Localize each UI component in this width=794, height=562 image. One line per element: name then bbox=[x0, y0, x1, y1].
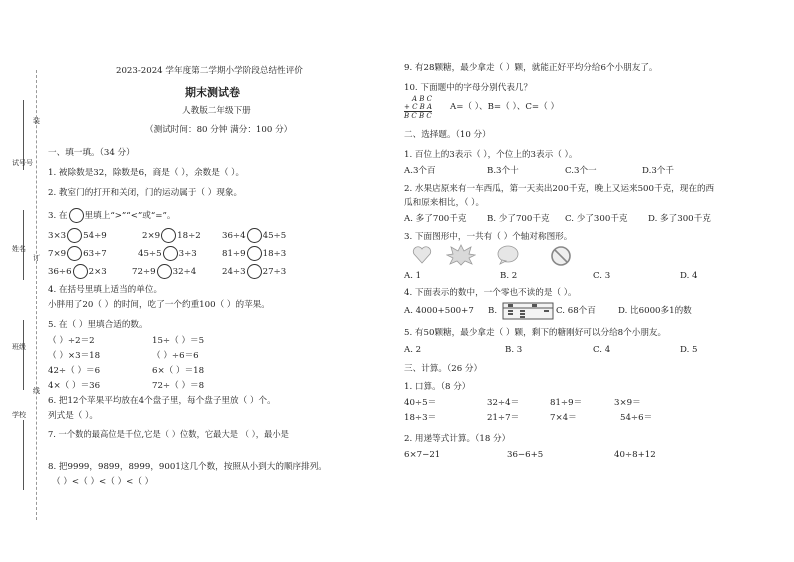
fill-item: 72÷（ ）＝8 bbox=[152, 381, 205, 391]
question-6: 6. 把12个苹果平均放在4个盘子里，每个盘子里放（ ）个。 bbox=[48, 396, 276, 406]
choice-3: 3. 下面图形中，一共有（ ）个轴对称图形。 bbox=[404, 232, 573, 242]
q3-suffix: 里填上“>”“<”或“=”。 bbox=[84, 211, 176, 221]
option: C.3个一 bbox=[565, 166, 597, 176]
calc-item: 40÷8+12 bbox=[614, 450, 656, 460]
question-9: 9. 有28颗糖，最少拿走（ ）颗，就能正好平均分给6个小朋友了。 bbox=[404, 63, 658, 73]
question-5: 5. 在（ ）里填合适的数。 bbox=[48, 320, 148, 330]
compare-circle[interactable] bbox=[69, 208, 84, 223]
compare-circle[interactable] bbox=[67, 246, 82, 261]
cut-mark: 订 bbox=[33, 254, 40, 262]
section-title: 一、填一填。（34 分） bbox=[48, 148, 135, 158]
expr: 72÷9 bbox=[132, 267, 156, 277]
option: C. 少了300千克 bbox=[565, 214, 628, 224]
option: D. 5 bbox=[680, 345, 698, 355]
speech-bubble-shape-icon bbox=[497, 245, 519, 265]
fill-item: （ ）÷2＝2 bbox=[48, 336, 95, 346]
expr: 2×9 bbox=[142, 231, 161, 241]
question-4-sub: 小胖用了20（ ）的时间，吃了一个约重100（ ）的苹果。 bbox=[48, 300, 270, 310]
fill-item: （ ）×3＝18 bbox=[48, 351, 101, 361]
option: B. 3 bbox=[505, 345, 523, 355]
calc-1-title: 1. 口算。（8 分） bbox=[404, 382, 471, 392]
expr: 18÷3 bbox=[262, 249, 287, 259]
expr: 63÷7 bbox=[83, 249, 107, 259]
question-4: 4. 在括号里填上适当的单位。 bbox=[48, 285, 163, 295]
margin-label-exam-no: 试号号 bbox=[12, 159, 33, 167]
compare-circle[interactable] bbox=[67, 228, 82, 243]
calc-2-title: 2. 用递等式计算。（18 分） bbox=[404, 434, 511, 444]
calc-item: 81÷9＝ bbox=[550, 398, 583, 408]
calc-item: 54÷6＝ bbox=[620, 413, 653, 423]
question-7: 7. 一个数的最高位是千位,它是（ ）位数，它最大是 （ ），最小是 bbox=[48, 429, 289, 439]
heart-shape-icon bbox=[412, 246, 432, 264]
option: A. 4000+500+7 bbox=[404, 306, 474, 316]
compare-row bbox=[48, 246, 107, 261]
fill-item: （ ）÷6＝6 bbox=[152, 351, 199, 361]
question-8: 8. 把9999，9899，8999，9001这几个数，按照从小到大的顺序排列。 bbox=[48, 462, 327, 472]
question-8-sub: （ ）<（ ）<（ ）<（ ） bbox=[52, 477, 154, 487]
compare-circle[interactable] bbox=[163, 246, 178, 261]
option: D.3个千 bbox=[642, 166, 674, 176]
option: C. 3 bbox=[593, 271, 611, 281]
expr: 54÷9 bbox=[83, 231, 107, 241]
expr: 45÷5 bbox=[138, 249, 162, 259]
calc-item: 3×9＝ bbox=[614, 398, 641, 408]
expr: 36÷4 bbox=[222, 231, 246, 241]
compare-circle[interactable] bbox=[247, 246, 262, 261]
choice-5: 5. 有50颗糖，最少拿走（ ）颗，剩下的糖刚好可以分给8个小朋友。 bbox=[404, 328, 667, 338]
binding-underline bbox=[23, 420, 24, 490]
expr: 36÷6 bbox=[48, 267, 72, 277]
option: D. 4 bbox=[680, 271, 698, 281]
calc-item: 18÷3＝ bbox=[404, 413, 437, 423]
calc-item: 36−6+5 bbox=[507, 450, 544, 460]
calc-item: 40÷5＝ bbox=[404, 398, 437, 408]
q3-prefix: 3. 在 bbox=[48, 211, 68, 221]
compare-row bbox=[48, 264, 107, 279]
time-info: （测试时间：80 分钟 满分：100 分） bbox=[145, 125, 293, 135]
expr: 81÷9 bbox=[222, 249, 246, 259]
option: A. 多了700千克 bbox=[404, 214, 467, 224]
compare-row bbox=[142, 228, 201, 243]
choice-4: 4. 下面表示的数中，一个零也不读的是（ ）。 bbox=[404, 288, 577, 298]
compare-row bbox=[222, 246, 286, 261]
margin-label-class: 班级 bbox=[12, 343, 26, 351]
option: B. bbox=[488, 306, 498, 316]
question-6-sub: 列式是（ ）。 bbox=[48, 411, 98, 421]
expr: 32÷4 bbox=[172, 267, 197, 277]
calc-item: 7×4＝ bbox=[550, 413, 577, 423]
fill-item: 6×（ ）＝18 bbox=[152, 366, 205, 376]
compare-circle[interactable] bbox=[247, 228, 262, 243]
page-title: 期末测试卷 bbox=[185, 86, 240, 99]
option: C. 4 bbox=[593, 345, 611, 355]
puzzle-line: + C B A bbox=[404, 103, 433, 111]
expr: 3×3 bbox=[48, 231, 67, 241]
compare-circle[interactable] bbox=[247, 264, 262, 279]
option: C. 68个百 bbox=[556, 306, 596, 316]
abacus-icon bbox=[502, 302, 554, 320]
expr: 3÷3 bbox=[178, 249, 197, 259]
no-sign-shape-icon bbox=[550, 245, 572, 267]
compare-row bbox=[138, 246, 197, 261]
starburst-shape-icon bbox=[446, 244, 476, 266]
option: A.3个百 bbox=[404, 166, 436, 176]
compare-circle[interactable] bbox=[73, 264, 88, 279]
cut-mark: 装 bbox=[33, 117, 40, 125]
puzzle-answers: A=（ ）、B=（ ）、C=（ ） bbox=[450, 102, 560, 112]
binding-underline bbox=[23, 320, 24, 390]
fill-item: 15÷（ ）＝5 bbox=[152, 336, 205, 346]
compare-row bbox=[48, 228, 107, 243]
choice-2: 2. 水果店原来有一车西瓜，第一天卖出200千克，晚上又运来500千克，现在的西 bbox=[404, 184, 715, 194]
calc-item: 32÷4＝ bbox=[487, 398, 520, 408]
question-2: 2. 教室门的打开和关闭，门的运动属于（ ）现象。 bbox=[48, 188, 243, 198]
section-title: 二、选择题。（10 分） bbox=[404, 130, 491, 140]
cut-mark: 线 bbox=[33, 387, 40, 395]
puzzle-line: A B C bbox=[412, 95, 433, 103]
option: B.3个十 bbox=[487, 166, 519, 176]
margin-label-school: 学校 bbox=[12, 411, 26, 419]
expr: 45÷5 bbox=[262, 231, 287, 241]
expr: 27÷3 bbox=[262, 267, 287, 277]
choice-2-b: 瓜和原来相比，（ ）。 bbox=[404, 198, 485, 208]
compare-row bbox=[222, 264, 286, 279]
calc-item: 21÷7＝ bbox=[487, 413, 520, 423]
expr: 24÷3 bbox=[222, 267, 246, 277]
puzzle-line: B C B C bbox=[404, 112, 432, 120]
compare-circle[interactable] bbox=[157, 264, 172, 279]
question-1: 1. 被除数是32，除数是6，商是（ ），余数是（ ）。 bbox=[48, 168, 245, 178]
compare-row bbox=[132, 264, 196, 279]
expr: 18÷2 bbox=[177, 231, 201, 241]
question-3 bbox=[48, 208, 175, 223]
exam-line: 2023-2024 学年度第二学期小学阶段总结性评价 bbox=[116, 66, 303, 76]
margin-label-name: 姓名 bbox=[12, 245, 26, 253]
question-10: 10. 下面题中的字母分别代表几？ bbox=[404, 83, 533, 93]
compare-row bbox=[222, 228, 286, 243]
expr: 2×3 bbox=[88, 267, 107, 277]
calc-item: 6×7−21 bbox=[404, 450, 441, 460]
option: A. 1 bbox=[404, 271, 422, 281]
expr: 7×9 bbox=[48, 249, 67, 259]
compare-circle[interactable] bbox=[161, 228, 176, 243]
choice-1: 1. 百位上的3表示（ ），个位上的3表示（ ）。 bbox=[404, 150, 578, 160]
binding-dashed-line bbox=[36, 70, 37, 520]
option: B. 少了700千克 bbox=[487, 214, 550, 224]
fill-item: 4×（ ）＝36 bbox=[48, 381, 101, 391]
fill-item: 42÷（ ）＝6 bbox=[48, 366, 101, 376]
option: D. 比6000多1的数 bbox=[618, 306, 692, 316]
option: B. 2 bbox=[500, 271, 518, 281]
edition: 人教版二年级下册 bbox=[182, 106, 251, 116]
section-title: 三、计算。（26 分） bbox=[404, 364, 483, 374]
option: D. 多了300千克 bbox=[648, 214, 711, 224]
option: A. 2 bbox=[404, 345, 422, 355]
